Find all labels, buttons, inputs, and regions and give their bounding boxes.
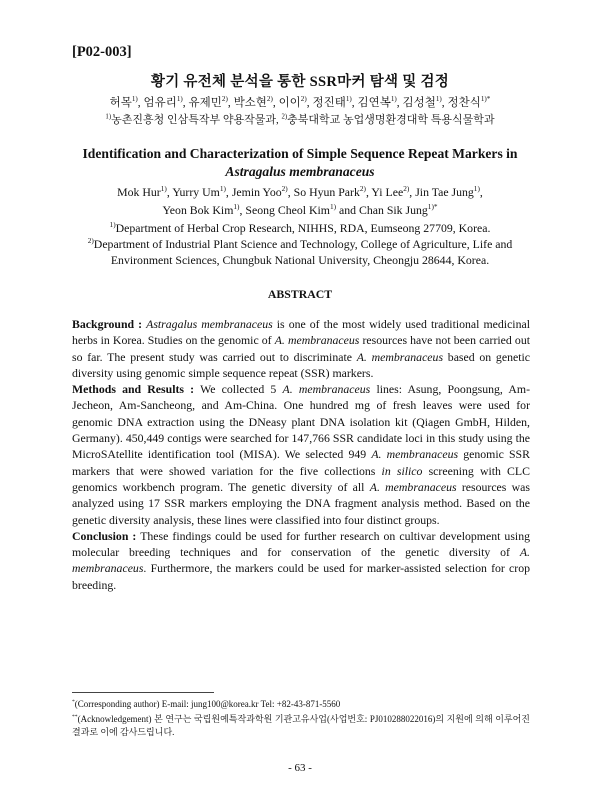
en-author: Yi Lee (371, 185, 404, 199)
ko-author: 박소현 (233, 97, 267, 109)
ko-affil-sup: 1) (105, 113, 112, 121)
korean-title: 황기 유전체 분석을 통한 SSR마커 탐색 및 검정 (150, 74, 450, 90)
ko-author: 유제민 (188, 97, 222, 109)
en-author-sup: 2) (281, 184, 288, 194)
footnote-text: (Corresponding author) E-mail: jung100@korea.kr Tel: +82-43-871-5560 (74, 699, 341, 709)
korean-affiliation (0, 111, 600, 127)
text-run: lines: Asung, Poongsung, Am-Jecheon, Am-Sancheong, and Am-China. One hundred mg of fresh leaves were used for genomic DNA extraction using the DNeasy plant DNA isolation kit (Qiagen GmbH, Hilden, Germany). 450,449 contigs were searched for 147,766 SSR candidate loci in this study using the MicroSAtellite identification tool (MISA). We selected 949 (72, 382, 531, 462)
text-run: These findings could be used for further research on cultivar development using molecular breeding techniques and for conservation of the genetic diversity of (72, 528, 530, 560)
english-authors-line1: Mok Hur$^{1)}$, Yurry Um$^{1)}$, Jemin Yoo$^{2)}$, So Hyun Park$^{2)}$, Yi Lee$^{2)}$, Jin Tae Jung$^{1)}$, (117, 184, 483, 199)
text-run: resources have not been carried out so far. The present study was carried out to discriminate (72, 333, 530, 364)
species-name: A. membranaceus (369, 479, 457, 494)
species-name: Astragalus membranaceus (146, 317, 273, 331)
en-author: Yeon Bok Kim (162, 203, 234, 217)
ko-author: 정진태 (312, 97, 346, 109)
ko-author-sup: 1) (390, 95, 397, 104)
en-author-sup: 1) (219, 184, 226, 194)
ko-author: 김성철 (402, 97, 436, 109)
ko-author-sup: 1)* (480, 95, 491, 104)
methods-label: Methods and Results : (72, 382, 195, 397)
en-author-sup: 1) (473, 184, 480, 194)
en-author: Mok Hur (117, 185, 161, 199)
abstract-heading: ABSTRACT (267, 287, 333, 301)
species-name: A. membranaceus (274, 333, 360, 348)
ko-author-sup: 2) (300, 95, 307, 104)
footnote-corresponding (72, 699, 340, 709)
ko-affil-sup: 2) (281, 113, 288, 121)
footnote-text: (Acknowledgement) 본 연구는 국립원예특작과학원 기관고유사업(사업번호: PJ010288022016)의 지원에 의해 이루어진 결과로 이에 감사드립니다. (72, 714, 530, 737)
ko-author: 이이 (278, 97, 301, 109)
en-affil-sup: 2) (87, 236, 94, 246)
en-author-sup: 1)* (427, 202, 438, 212)
english-authors-line2: Yeon Bok Kim$^{1)}$, Seong Cheol Kim$^{1)}$ and Chan Sik Jung$^{1)*}$ (162, 202, 438, 217)
korean-authors: 허목$^{1)}$, 엄유리$^{1)}$, 유제민$^{2)}$, 박소현$^{2)}$, 이이$^{2)}$, 정진태$^{1)}$, 김연복$^{1)}$, 김성철$^{1)}$, 정찬식$^{1)*}$ (109, 95, 491, 109)
species-name: A. membranaceus (282, 382, 371, 397)
en-author: So Hyun Park (293, 185, 360, 199)
text-run: . Furthermore, the markers could be used for marker-assisted selection for crop breeding. (72, 561, 530, 592)
en-author: Jin Tae Jung (415, 185, 474, 199)
en-author-conjunction: and (336, 203, 359, 217)
ko-author-sup: 1) (435, 95, 442, 104)
en-author: Seong Cheol Kim (245, 203, 330, 217)
footnote-divider (72, 692, 214, 693)
text-run: resources was analyzed using 17 SSR markers employing the DNA fragment analysis method. Based on the genetic diversity analysis, these lines were classified into four distinct groups. (72, 479, 530, 527)
ko-author: 정찬식 (447, 97, 481, 109)
footnote-acknowledgement (72, 713, 530, 739)
text-run: We collected 5 (194, 382, 283, 397)
species-name: A. membranaceus (72, 545, 530, 576)
ko-affil-text: 농촌진흥청 인삼특작부 약용작물과, (111, 114, 282, 126)
en-author-sup: 1) (329, 202, 337, 212)
ko-author: 엄유리 (143, 97, 177, 109)
text-run: based on genetic diversity using genomic simple sequence repeat (SSR) markers. (72, 349, 530, 380)
en-author: Jemin Yoo (231, 185, 282, 199)
conclusion-label: Conclusion : (72, 528, 137, 543)
ko-author: 김연복 (357, 97, 391, 109)
species-name: A. membranaceus (356, 349, 444, 364)
en-author-sup: 1) (160, 184, 167, 194)
en-author-sup: 1) (233, 202, 240, 212)
en-author: Chan Sik Jung (358, 203, 428, 217)
footnote-mark: * (72, 699, 75, 705)
en-affil-text: Department of Herbal Crop Research, NIHHS, RDA, Eumseong 27709, Korea. (115, 221, 491, 235)
ko-author: 허목 (109, 97, 132, 109)
english-title-line2: Astragalus membranaceus (225, 164, 375, 179)
en-author-sup: 2) (359, 184, 366, 194)
text-run: screening with CLC genomics workbench program. The genetic diversity of all (72, 463, 531, 494)
footnote-mark: ** (72, 714, 78, 720)
en-author: Yurry Um (172, 185, 220, 199)
methods-paragraph (72, 381, 530, 528)
conclusion-paragraph (72, 528, 530, 593)
page-number: - 63 - (288, 762, 312, 774)
italic-term: in silico (381, 463, 423, 478)
background-label: Background : (72, 317, 143, 331)
english-title-line1: Identification and Characterization of Simple Sequence Repeat Markers in (82, 146, 518, 161)
en-author-sup: 2) (403, 184, 410, 194)
english-affiliation-2-line1 (0, 237, 600, 252)
text-run: is one of the most widely used traditional medicinal herbs in Korea. Studies on the genomic of (72, 317, 530, 348)
ko-author-sup: 2) (266, 95, 273, 104)
en-affil-sup: 1) (109, 220, 116, 230)
english-affiliation-1 (0, 221, 600, 236)
ko-affil-text: 충북대학교 농업생명환경대학 특용식물학과 (287, 114, 495, 126)
poster-code: [P02-003] (72, 44, 132, 60)
species-name: A. membranaceus (371, 447, 459, 462)
abstract-body (72, 316, 530, 593)
ko-author-sup: 1) (345, 95, 352, 104)
en-affil-text: Department of Industrial Plant Science and Technology, College of Agriculture, Life and (93, 237, 513, 251)
ko-author-sup: 1) (176, 95, 183, 104)
english-affiliation-2-line2: Environment Sciences, Chungbuk National University, Cheongju 28644, Korea. (110, 253, 490, 267)
ko-author-sup: 2) (221, 95, 228, 104)
background-paragraph (72, 316, 530, 381)
text-run: genomic SSR markers that were showed variation for the five collections (72, 447, 530, 478)
ko-author-sup: 1) (131, 95, 138, 104)
